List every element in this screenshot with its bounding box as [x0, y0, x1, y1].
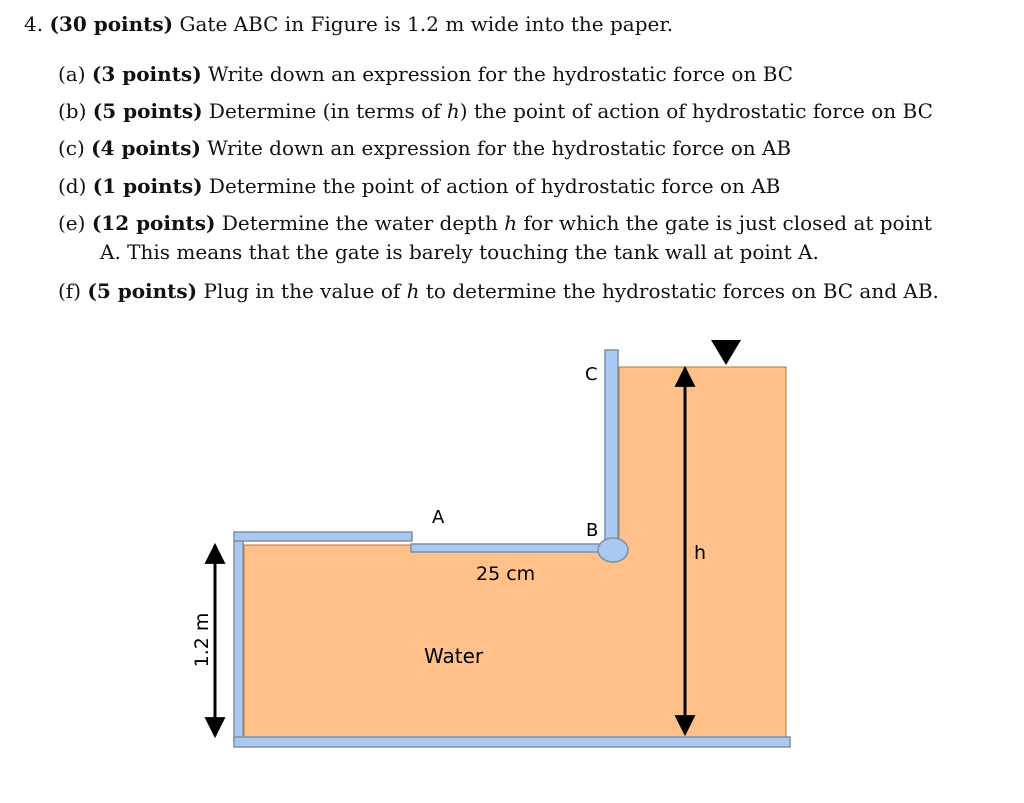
- gate-ab: [411, 544, 603, 552]
- question-points: (30 points): [49, 12, 174, 36]
- label-c: C: [585, 364, 598, 385]
- gate-bc: [605, 350, 618, 543]
- part-variable: h: [446, 99, 460, 123]
- part-text: for which the gate is just closed at point: [523, 211, 932, 235]
- part-points: (1 points): [92, 174, 203, 198]
- question-number: 4.: [24, 12, 44, 36]
- part-e-continuation: A. This means that the gate is barely touching the tank wall at point A.: [100, 240, 819, 264]
- bottom-wall: [234, 737, 790, 747]
- part-text: Write down an expression for the hydrostatic force on BC: [208, 62, 794, 86]
- part-text: Write down an expression for the hydrostatic force on AB: [207, 136, 792, 160]
- part-text: Determine the water depth: [221, 211, 498, 235]
- part-points: (4 points): [91, 136, 201, 160]
- part-text: ) the point of action of hydrostatic force on BC: [459, 99, 933, 123]
- label-gap: 25 cm: [476, 563, 536, 585]
- part-text: Determine (in terms of: [208, 99, 441, 123]
- part-points: (3 points): [91, 62, 202, 86]
- label-h: h: [694, 542, 707, 564]
- part-variable: h: [504, 211, 518, 235]
- part-label: (f): [58, 279, 82, 303]
- part-text: to determine the hydrostatic forces on BC and AB.: [425, 279, 939, 303]
- part-points: (5 points): [92, 99, 203, 123]
- part-label: (d): [58, 174, 87, 198]
- part-label: (a): [58, 62, 86, 86]
- hinge-b: [598, 538, 628, 562]
- label-height: 1.2 m: [191, 612, 213, 668]
- part-points: (12 points): [91, 211, 216, 235]
- part-text: Plug in the value of: [203, 279, 401, 303]
- top-left-wall: [234, 532, 412, 541]
- left-wall: [234, 541, 243, 741]
- label-a: A: [432, 507, 445, 528]
- part-label: (c): [58, 136, 85, 160]
- label-water: Water: [424, 644, 484, 668]
- part-points: (5 points): [87, 279, 198, 303]
- part-label: (b): [58, 99, 87, 123]
- label-b: B: [586, 520, 599, 541]
- question-text: Gate ABC in Figure is 1.2 m wide into the paper.: [179, 12, 674, 36]
- part-label: (e): [58, 211, 86, 235]
- free-surface-marker-icon: [711, 340, 741, 365]
- part-variable: h: [406, 279, 420, 303]
- part-text: Determine the point of action of hydrostatic force on AB: [208, 174, 781, 198]
